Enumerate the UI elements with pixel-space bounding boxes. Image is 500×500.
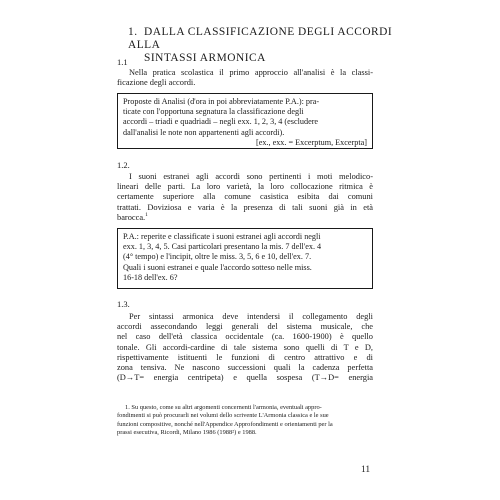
footnote-line: 1. Su questo, come su altri argomenti concernenti l'armonia, eventuali appro- — [125, 404, 322, 411]
box-line: exx. 1, 3, 4, 5. Casi particolari presentano la mis. 7 dell'ex. 4 — [123, 242, 322, 252]
text-line: (D→T= energia centripeta) e quella sospesa (T→D= energia — [117, 373, 373, 383]
box-abbreviation-note: [ex., exx. = Excerptum, Excerpta] — [255, 137, 367, 147]
analysis-box-2 — [117, 228, 373, 289]
paragraph-1-3 — [117, 312, 373, 383]
box-line: P.A.: reperite e classificate i suoni estranei agli accordi negli — [123, 232, 321, 241]
text-line: Per sintassi armonica deve intendersi il collegamento degli — [129, 312, 373, 321]
text-line — [117, 213, 373, 223]
box-line: 16-18 dell'ex. 6? — [123, 272, 178, 282]
text-line: I suoni estranei agli accordi sono pertinenti i moti melodico- — [129, 172, 373, 181]
footnote-line: funzioni compositive, nonché nell'Appendice Approfondimenti e orientamenti per la — [117, 420, 333, 428]
box-line: ticate con l'opportuna segnatura la classificazione degli — [123, 107, 304, 117]
box-line: accordi – triadi e quadriadi – negli exx. 1, 2, 3, 4 (escludere — [123, 117, 319, 127]
heading-number: 1. — [128, 26, 138, 38]
box-line: dall'analisi le note non appartenenti agli accordi). — [123, 127, 285, 137]
text-line: tonale. Gli accordi-cardine di tale sistema sono quelli di T e D, — [117, 342, 373, 352]
text-line: accordi assecondando leggi generali del sistema musicale, che — [117, 322, 373, 332]
analysis-box-1 — [117, 93, 373, 149]
box-line: Quali i suoni estranei e quale l'accordo sotteso nelle miss. — [123, 262, 312, 272]
footnote-line: prassi esecutiva, Ricordi, Milano 1986 (1988²) e 1988. — [117, 429, 257, 437]
text-line: zona tensiva. Ne nascono successioni quali la cadenza perfetta — [117, 363, 373, 373]
footnote-mark: 1 — [145, 212, 148, 219]
footnote — [117, 404, 373, 438]
box-line: (4° tempo) e l'incipit, oltre le miss. 3, 5, 6 e 10, dell'ex. 7. — [123, 252, 312, 262]
text-line: Nella pratica scolastica il primo approccio all'analisi è la classi- — [129, 68, 373, 77]
text-line: certamente superiore alla comune casistica esibita dai comuni — [117, 192, 373, 202]
text-line: ficazione degli accordi. — [117, 78, 196, 88]
text-line: nel caso dell'età classica occidentale (ca. 1600-1900) è quello — [117, 332, 373, 342]
box-line: Proposte di Analisi (d'ora in poi abbreviatamente P.A.): pra- — [123, 97, 320, 106]
text-line: trattati. Doviziosa e varia è la presenza di tali suoni già in età — [117, 202, 373, 212]
paragraph-1-2 — [117, 172, 373, 223]
section-label-1-3: 1.3. — [117, 299, 130, 309]
heading-line-1: DALLA CLASSIFICAZIONE DEGLI ACCORDI ALLA — [128, 26, 393, 51]
text-line: lineari delle parti. La loro varietà, la loro collocazione ritmica è — [117, 182, 373, 192]
footnote-line: fondimenti si può procurarli nei volumi dello scrivente L'Armonia classica e le sue — [117, 412, 329, 420]
paragraph-1-1 — [117, 68, 373, 88]
section-label-1-2: 1.2. — [117, 160, 130, 170]
text-line: rispettivamente istituenti le funzioni di centro attrattivo e di — [117, 352, 373, 362]
section-label-1-1: 1.1 — [117, 57, 128, 67]
page-number: 11 — [361, 465, 371, 475]
text-line-last: barocca. — [117, 212, 146, 222]
chapter-heading — [128, 26, 398, 65]
heading-line-2: SINTASSI ARMONICA — [144, 52, 266, 64]
